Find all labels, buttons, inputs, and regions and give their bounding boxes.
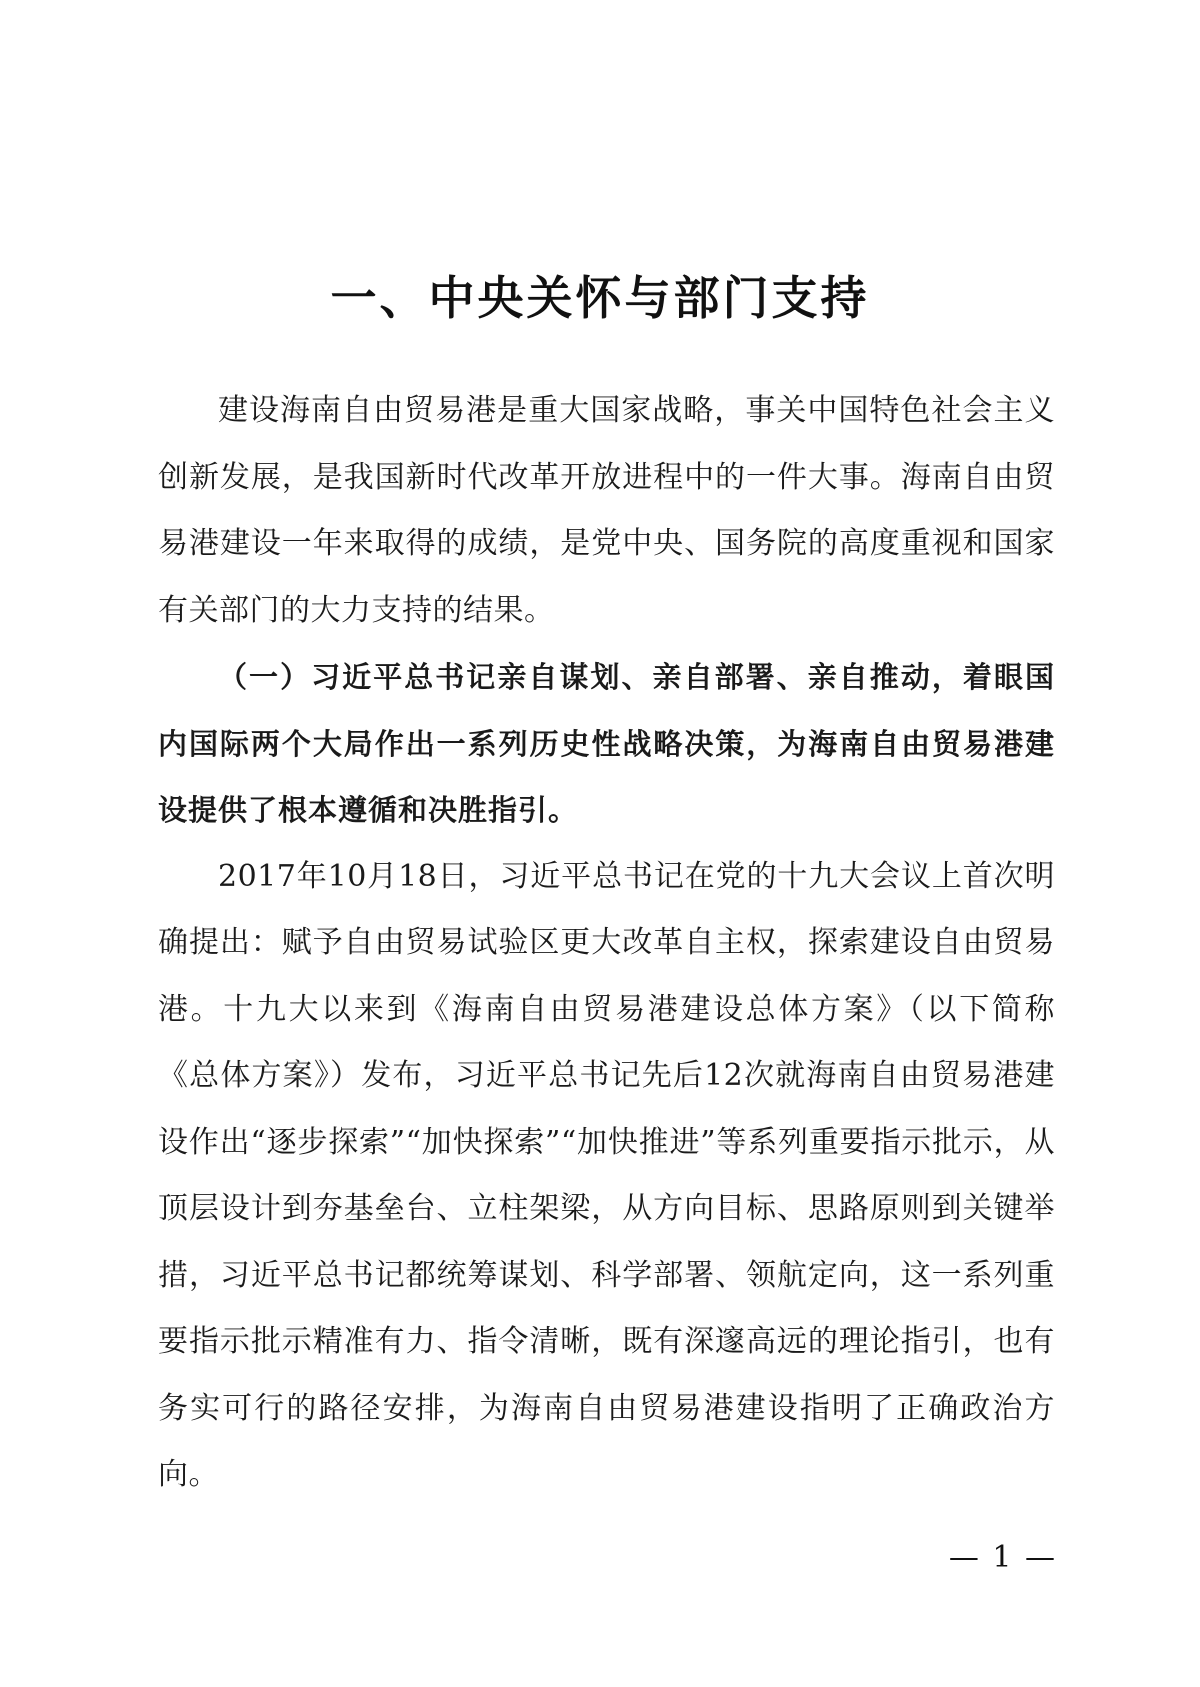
subsection-heading: （一）习近平总书记亲自谋划、亲自部署、亲自推动，着眼国内国际两个大局作出一系列历史性战略决策，为海南自由贸易港建设提供了根本遵循和决胜指引。 xyxy=(158,660,1055,827)
paragraph-detail: 2017年10月18日，习近平总书记在党的十九大会议上首次明确提出：赋予自由贸易试验区更大改革自主权，探索建设自由贸易港。十九大以来到《海南自由贸易港建设总体方案》（以下简称《总体方案》）发布，习近平总书记先后12次就海南自由贸易港建设作出“逐步探索”“加快探索”“加快推进”等系列重要指示批示，从顶层设计到夯基垒台、立柱架梁，从方向目标、思路原则到关键举措，习近平总书记都统筹谋划、科学部署、领航定向，这一系列重要指示批示精准有力、指令清晰，既有深邃高远的理论指引，也有务实可行的路径安排，为海南自由贸易港建设指明了正确政治方向。 xyxy=(158,858,1055,1492)
section-title: 一、中央关怀与部门支持 xyxy=(330,270,870,325)
paragraph-intro: 建设海南自由贸易港是重大国家战略，事关中国特色社会主义创新发展，是我国新时代改革开放进程中的一件大事。海南自由贸易港建设一年来取得的成绩，是党中央、国务院的高度重视和国家有关部门的大力支持的结果。 xyxy=(158,393,1055,628)
page-number: — 1 — xyxy=(948,1540,1057,1575)
document-body xyxy=(158,378,1055,1509)
